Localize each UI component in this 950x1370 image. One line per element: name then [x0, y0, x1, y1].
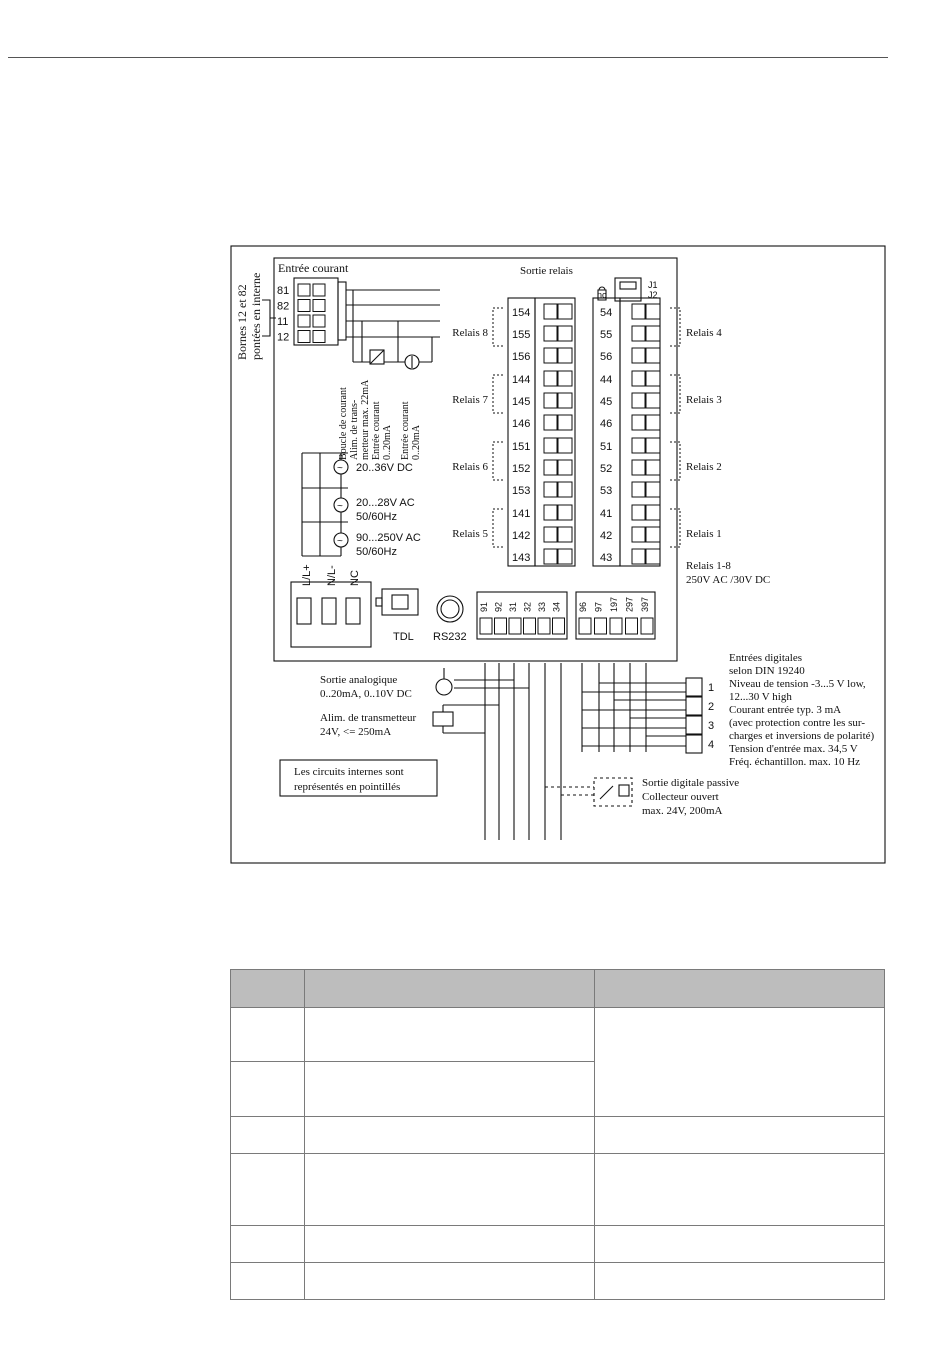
loop-label-5: 0..20mA — [382, 425, 393, 460]
table-cell — [231, 1117, 305, 1154]
relay-left-label: Relais 5 — [452, 528, 488, 540]
relay-left-terminal: 146 — [512, 418, 531, 430]
bottom-terminal-a: 91 — [479, 601, 489, 612]
digital-input-text: Tension d'entrée max. 34,5 V — [729, 743, 858, 755]
digital-input-number: 1 — [708, 682, 715, 694]
relay-left-terminal: 144 — [512, 374, 531, 386]
relay-right-label: Relais 2 — [686, 461, 722, 473]
table-cell — [231, 1226, 305, 1263]
table-cell — [231, 1008, 305, 1062]
relay-terminal-clamp — [558, 482, 572, 497]
relay-terminal-slot — [544, 371, 557, 386]
relay-right-terminal: 51 — [600, 441, 613, 453]
relay-terminal-clamp — [646, 371, 660, 386]
table-header-cell — [231, 970, 305, 1008]
current-input-terminal: 82 — [277, 300, 290, 313]
relay-terminal-clamp — [646, 438, 660, 453]
relay-right-label: Relais 4 — [686, 327, 722, 339]
table-cell — [304, 1117, 594, 1154]
bottom-terminal-slot — [579, 618, 591, 634]
relay-right-label: Relais 3 — [686, 394, 722, 406]
loop-label-2: Alim. de trans- — [349, 399, 360, 460]
digital-input-number: 2 — [708, 701, 715, 713]
digital-input-text: Courant entrée typ. 3 mA — [729, 704, 842, 716]
relay-terminal-clamp — [646, 326, 660, 341]
relay-right-terminal: 52 — [600, 463, 613, 475]
relay-terminal-slot — [632, 505, 645, 520]
transmitter-supply-1: Alim. de transmetteur — [320, 712, 417, 724]
bottom-terminal-slot — [524, 618, 536, 634]
table-cell — [594, 1008, 884, 1117]
current-input-terminal: 81 — [277, 285, 290, 297]
supply-2-line-2: 50/60Hz — [356, 511, 397, 523]
relay-terminal-clamp — [646, 348, 660, 363]
bottom-terminal-slot — [595, 618, 607, 634]
relay-left-terminal: 152 — [512, 463, 531, 475]
table-row — [231, 1154, 885, 1226]
bottom-terminal-slot — [641, 618, 653, 634]
relay-terminal-slot — [544, 527, 557, 542]
relay-left-label: Relais 7 — [452, 394, 488, 406]
jumper-j1: J1 — [648, 280, 658, 290]
relay-left-terminal: 155 — [512, 329, 531, 341]
relay-terminal-clamp — [558, 304, 572, 319]
relay-terminal-slot — [632, 415, 645, 430]
relay-right-terminal: 54 — [600, 307, 613, 319]
table-cell — [594, 1263, 884, 1300]
relay-terminal-slot — [544, 415, 557, 430]
relay-bracket — [493, 375, 503, 413]
bridged-note-2: pontées en interne — [249, 272, 263, 360]
relay-right-terminal: 55 — [600, 329, 613, 341]
loop-label-3: metteur max. 22mA — [360, 379, 371, 460]
relay-terminal-slot — [632, 393, 645, 408]
relay-left-terminal: 145 — [512, 396, 531, 408]
relay-terminal-clamp — [646, 482, 660, 497]
relay-terminal-clamp — [558, 371, 572, 386]
table-cell — [304, 1008, 594, 1062]
relay-bracket — [493, 509, 503, 547]
current-input-title: Entrée courant — [278, 261, 349, 275]
digital-input-text: Fréq. échantillon. max. 10 Hz — [729, 756, 861, 768]
relay-left-label: Relais 6 — [452, 461, 488, 473]
jumper-nc: nc — [597, 290, 607, 300]
relay-terminal-slot — [544, 393, 557, 408]
bridged-note-1: Bornes 12 et 82 — [235, 284, 249, 360]
transmitter-supply-2: 24V, <= 250mA — [320, 726, 392, 738]
passive-output-1: Sortie digitale passive — [642, 777, 740, 789]
digital-input-text: Niveau de tension -3...5 V low, — [729, 678, 866, 690]
relay-terminal-slot — [632, 371, 645, 386]
terminal-screw — [298, 300, 310, 312]
bottom-terminal-slot — [509, 618, 521, 634]
ac-symbol-icon: ~ — [337, 536, 343, 547]
bottom-terminal-slot — [610, 618, 622, 634]
supply-2-line-1: 20...28V AC — [356, 497, 415, 509]
relay-terminal-clamp — [558, 505, 572, 520]
tdl-label: TDL — [393, 631, 414, 643]
relay-terminal-slot — [544, 326, 557, 341]
table-cell — [304, 1154, 594, 1226]
analog-output-2: 0..20mA, 0..10V DC — [320, 688, 412, 700]
relay-left-terminal: 151 — [512, 441, 531, 453]
wiring-table — [230, 969, 885, 1300]
digital-input-text: charges et inversions de polarité) — [729, 730, 875, 742]
digital-input-text: selon DIN 19240 — [729, 665, 805, 677]
bottom-terminal-b: 397 — [640, 596, 650, 612]
relay-right-terminal: 46 — [600, 418, 613, 430]
current-input-terminal: 11 — [277, 316, 289, 328]
relay-terminal-slot — [632, 326, 645, 341]
relay-left-terminal: 153 — [512, 485, 531, 497]
relay-right-terminal: 42 — [600, 530, 613, 542]
relay-right-terminal: 56 — [600, 351, 613, 363]
table-cell — [304, 1263, 594, 1300]
relay-terminal-slot — [632, 527, 645, 542]
table-row — [231, 1226, 885, 1263]
relay-terminal-clamp — [558, 348, 572, 363]
relay-terminal-clamp — [646, 549, 660, 564]
relay-bracket — [493, 308, 503, 346]
table-cell — [231, 1263, 305, 1300]
passive-output-2: Collecteur ouvert — [642, 791, 719, 803]
table-cell — [594, 1226, 884, 1263]
digital-input-number: 3 — [708, 720, 715, 732]
relay-terminal-slot — [632, 460, 645, 475]
digital-input-text: Entrées digitales — [729, 652, 803, 664]
relay-terminal-slot — [632, 482, 645, 497]
bottom-terminal-b: 97 — [593, 601, 604, 612]
terminal-screw — [313, 284, 325, 296]
table-cell — [594, 1117, 884, 1154]
bottom-terminal-slot — [626, 618, 638, 634]
relay-terminal-slot — [544, 438, 557, 453]
bottom-terminal-a: 31 — [508, 601, 518, 612]
power-terminal-nc: NC — [349, 570, 361, 586]
relay-terminal-clamp — [558, 393, 572, 408]
supply-3-line-2: 50/60Hz — [356, 546, 397, 558]
analog-output-1: Sortie analogique — [320, 674, 398, 686]
relay-terminal-clamp — [558, 527, 572, 542]
relay-left-terminal: 143 — [512, 552, 531, 564]
relay-terminal-slot — [544, 304, 557, 319]
rs232-label: RS232 — [433, 631, 467, 643]
relay-terminal-clamp — [558, 438, 572, 453]
table-row — [231, 1117, 885, 1154]
relay-terminal-slot — [632, 438, 645, 453]
table-header-cell — [594, 970, 884, 1008]
relay-left-terminal: 154 — [512, 307, 531, 319]
supply-3-line-1: 90...250V AC — [356, 532, 421, 544]
relay-title: Sortie relais — [520, 265, 573, 277]
current-input-label-2: 0..20mA — [411, 425, 422, 460]
digital-input-text: (avec protection contre les sur- — [729, 717, 865, 729]
digital-input-text: 12...30 V high — [729, 691, 792, 703]
table-cell — [231, 1154, 305, 1226]
relay-terminal-clamp — [558, 415, 572, 430]
bottom-terminal-b: 96 — [578, 601, 588, 612]
dc-symbol-icon: ~ — [337, 463, 343, 474]
relay-note-2: 250V AC /30V DC — [686, 574, 771, 586]
relay-terminal-slot — [544, 549, 557, 564]
relay-left-terminal: 156 — [512, 351, 531, 363]
table-header-cell — [304, 970, 594, 1008]
relay-note-1: Relais 1-8 — [686, 560, 731, 572]
bottom-terminal-a: 32 — [522, 601, 533, 612]
power-terminal-n: N/L- — [326, 565, 338, 586]
relay-terminal-slot — [632, 348, 645, 363]
relay-bracket — [670, 442, 680, 480]
relay-terminal-clamp — [646, 304, 660, 319]
table-row — [231, 1263, 885, 1300]
relay-right-terminal: 45 — [600, 396, 613, 408]
loop-label-1: Boucle de courant — [338, 387, 349, 460]
relay-terminal-slot — [632, 304, 645, 319]
relay-terminal-clamp — [558, 460, 572, 475]
terminal-screw — [298, 284, 310, 296]
terminal-screw — [313, 331, 325, 343]
bottom-terminal-b: 197 — [609, 596, 619, 612]
table-cell — [304, 1226, 594, 1263]
internal-note-1: Les circuits internes sont — [294, 766, 404, 778]
table-header-row — [231, 970, 885, 1008]
relay-terminal-clamp — [558, 326, 572, 341]
relay-left-terminal: 141 — [512, 508, 531, 520]
table-row — [231, 1008, 885, 1062]
table-cell — [304, 1062, 594, 1117]
terminal-screw — [298, 315, 310, 327]
relay-terminal-slot — [632, 549, 645, 564]
bottom-terminal-slot — [553, 618, 565, 634]
relay-left-label: Relais 8 — [452, 327, 488, 339]
relay-terminal-slot — [544, 460, 557, 475]
relay-terminal-slot — [544, 482, 557, 497]
relay-terminal-clamp — [646, 505, 660, 520]
current-input-label-1: Entrée courant — [400, 401, 411, 460]
relay-right-label: Relais 1 — [686, 528, 722, 540]
table-cell — [231, 1062, 305, 1117]
relay-terminal-slot — [544, 348, 557, 363]
power-terminal-l: L/L+ — [301, 564, 313, 586]
relay-right-terminal: 43 — [600, 552, 613, 564]
bottom-terminal-slot — [538, 618, 550, 634]
terminal-screw — [313, 315, 325, 327]
ac-symbol-icon: ~ — [337, 501, 343, 512]
relay-terminal-slot — [544, 505, 557, 520]
supply-1-line-1: 20..36V DC — [356, 462, 413, 474]
bottom-terminal-a: 33 — [537, 601, 547, 612]
relay-bracket — [670, 375, 680, 413]
bottom-terminal-slot — [495, 618, 507, 634]
relay-left-terminal: 142 — [512, 530, 531, 542]
bottom-terminal-a: 92 — [493, 601, 504, 612]
jumper-j2: J2 — [648, 290, 658, 300]
internal-note-2: représentés en pointillés — [294, 781, 401, 793]
table-cell — [594, 1154, 884, 1226]
relay-terminal-clamp — [646, 393, 660, 408]
relay-bracket — [670, 509, 680, 547]
relay-right-terminal: 44 — [600, 374, 613, 386]
relay-terminal-clamp — [646, 460, 660, 475]
relay-terminal-clamp — [646, 415, 660, 430]
relay-right-terminal: 41 — [600, 508, 613, 520]
bottom-terminal-b: 297 — [624, 596, 635, 612]
relay-bracket — [670, 308, 680, 346]
relay-terminal-clamp — [646, 527, 660, 542]
terminal-screw — [298, 331, 310, 343]
bottom-terminal-a: 34 — [551, 601, 562, 612]
bottom-terminal-slot — [480, 618, 492, 634]
relay-terminal-clamp — [558, 549, 572, 564]
loop-label-4: Entrée courant — [371, 401, 382, 460]
passive-output-3: max. 24V, 200mA — [642, 805, 723, 817]
terminal-screw — [313, 300, 325, 312]
relay-right-terminal: 53 — [600, 485, 613, 497]
digital-input-number: 4 — [708, 739, 715, 751]
relay-bracket — [493, 442, 503, 480]
current-input-terminal: 12 — [277, 331, 290, 344]
